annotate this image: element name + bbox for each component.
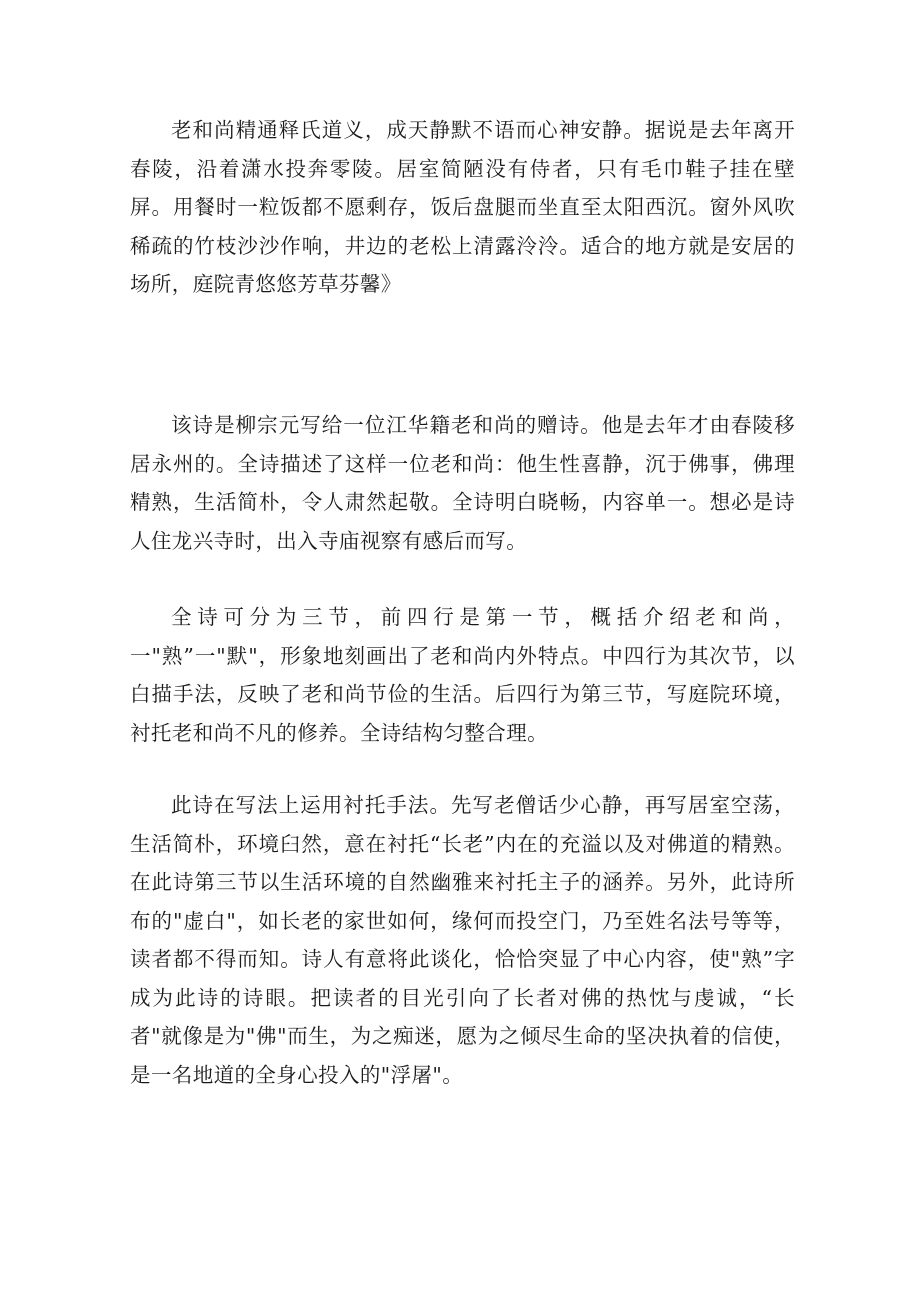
paragraph-poem-structure: 全诗可分为三节，前四行是第一节，概括介绍老和尚，一"熟”一"默"，形象地刻画出了老和尚内外特点。中四行为其次节，以白描手法，反映了老和尚节俭的生活。后四行为第三节，写庭院环境，衬托老和尚不凡的修养。全诗结构匀整合理。 [130,605,795,745]
paragraph-writing-technique: 此诗在写法上运用衬托手法。先写老僧话少心静，再写居室空荡，生活简朴，环境臼然，意在衬托“长老”内在的充溢以及对佛道的精熟。在此诗第三节以生活环境的自然幽雅来衬托主子的涵养。另外，此诗所布的"虚白"，如长老的家世如何，缘何而投空门，乃至姓名法号等等，读者都不得而知。诗人有意将此谈化，恰恰突显了中心内容，使"熟”字成为此诗的诗眼。把读者的目光引向了长者对佛的热忱与虔诚，“长者"就像是为"佛"而生，为之痴迷，愿为之倾尽生命的坚决执着的信使，是一名地道的全身心投入的"浮屠"。 [130,793,795,1087]
paragraph-poem-background: 该诗是柳宗元写给一位江华籍老和尚的赠诗。他是去年才由春陵移居永州的。全诗描述了这样一位老和尚：他生性喜静，沉于佛事，佛理精熟，生活简朴，令人肃然起敬。全诗明白晓畅，内容单一。想必是诗人住龙兴寺时，出入寺庙视察有感后而写。 [130,413,795,553]
paragraph-poem-translation: 老和尚精通释氏道义，成天静默不语而心神安静。据说是去年离开春陵，沿着潇水投奔零陵。居室简陋没有侍者，只有毛巾鞋子挂在壁屏。用餐时一粒饭都不愿剩存，饭后盘腿而坐直至太阳西沉。窗外风吹稀疏的竹枝沙沙作响，井边的老松上清露泠泠。适合的地方就是安居的场所，庭院青悠悠芳草芬馨》 [130,118,795,296]
